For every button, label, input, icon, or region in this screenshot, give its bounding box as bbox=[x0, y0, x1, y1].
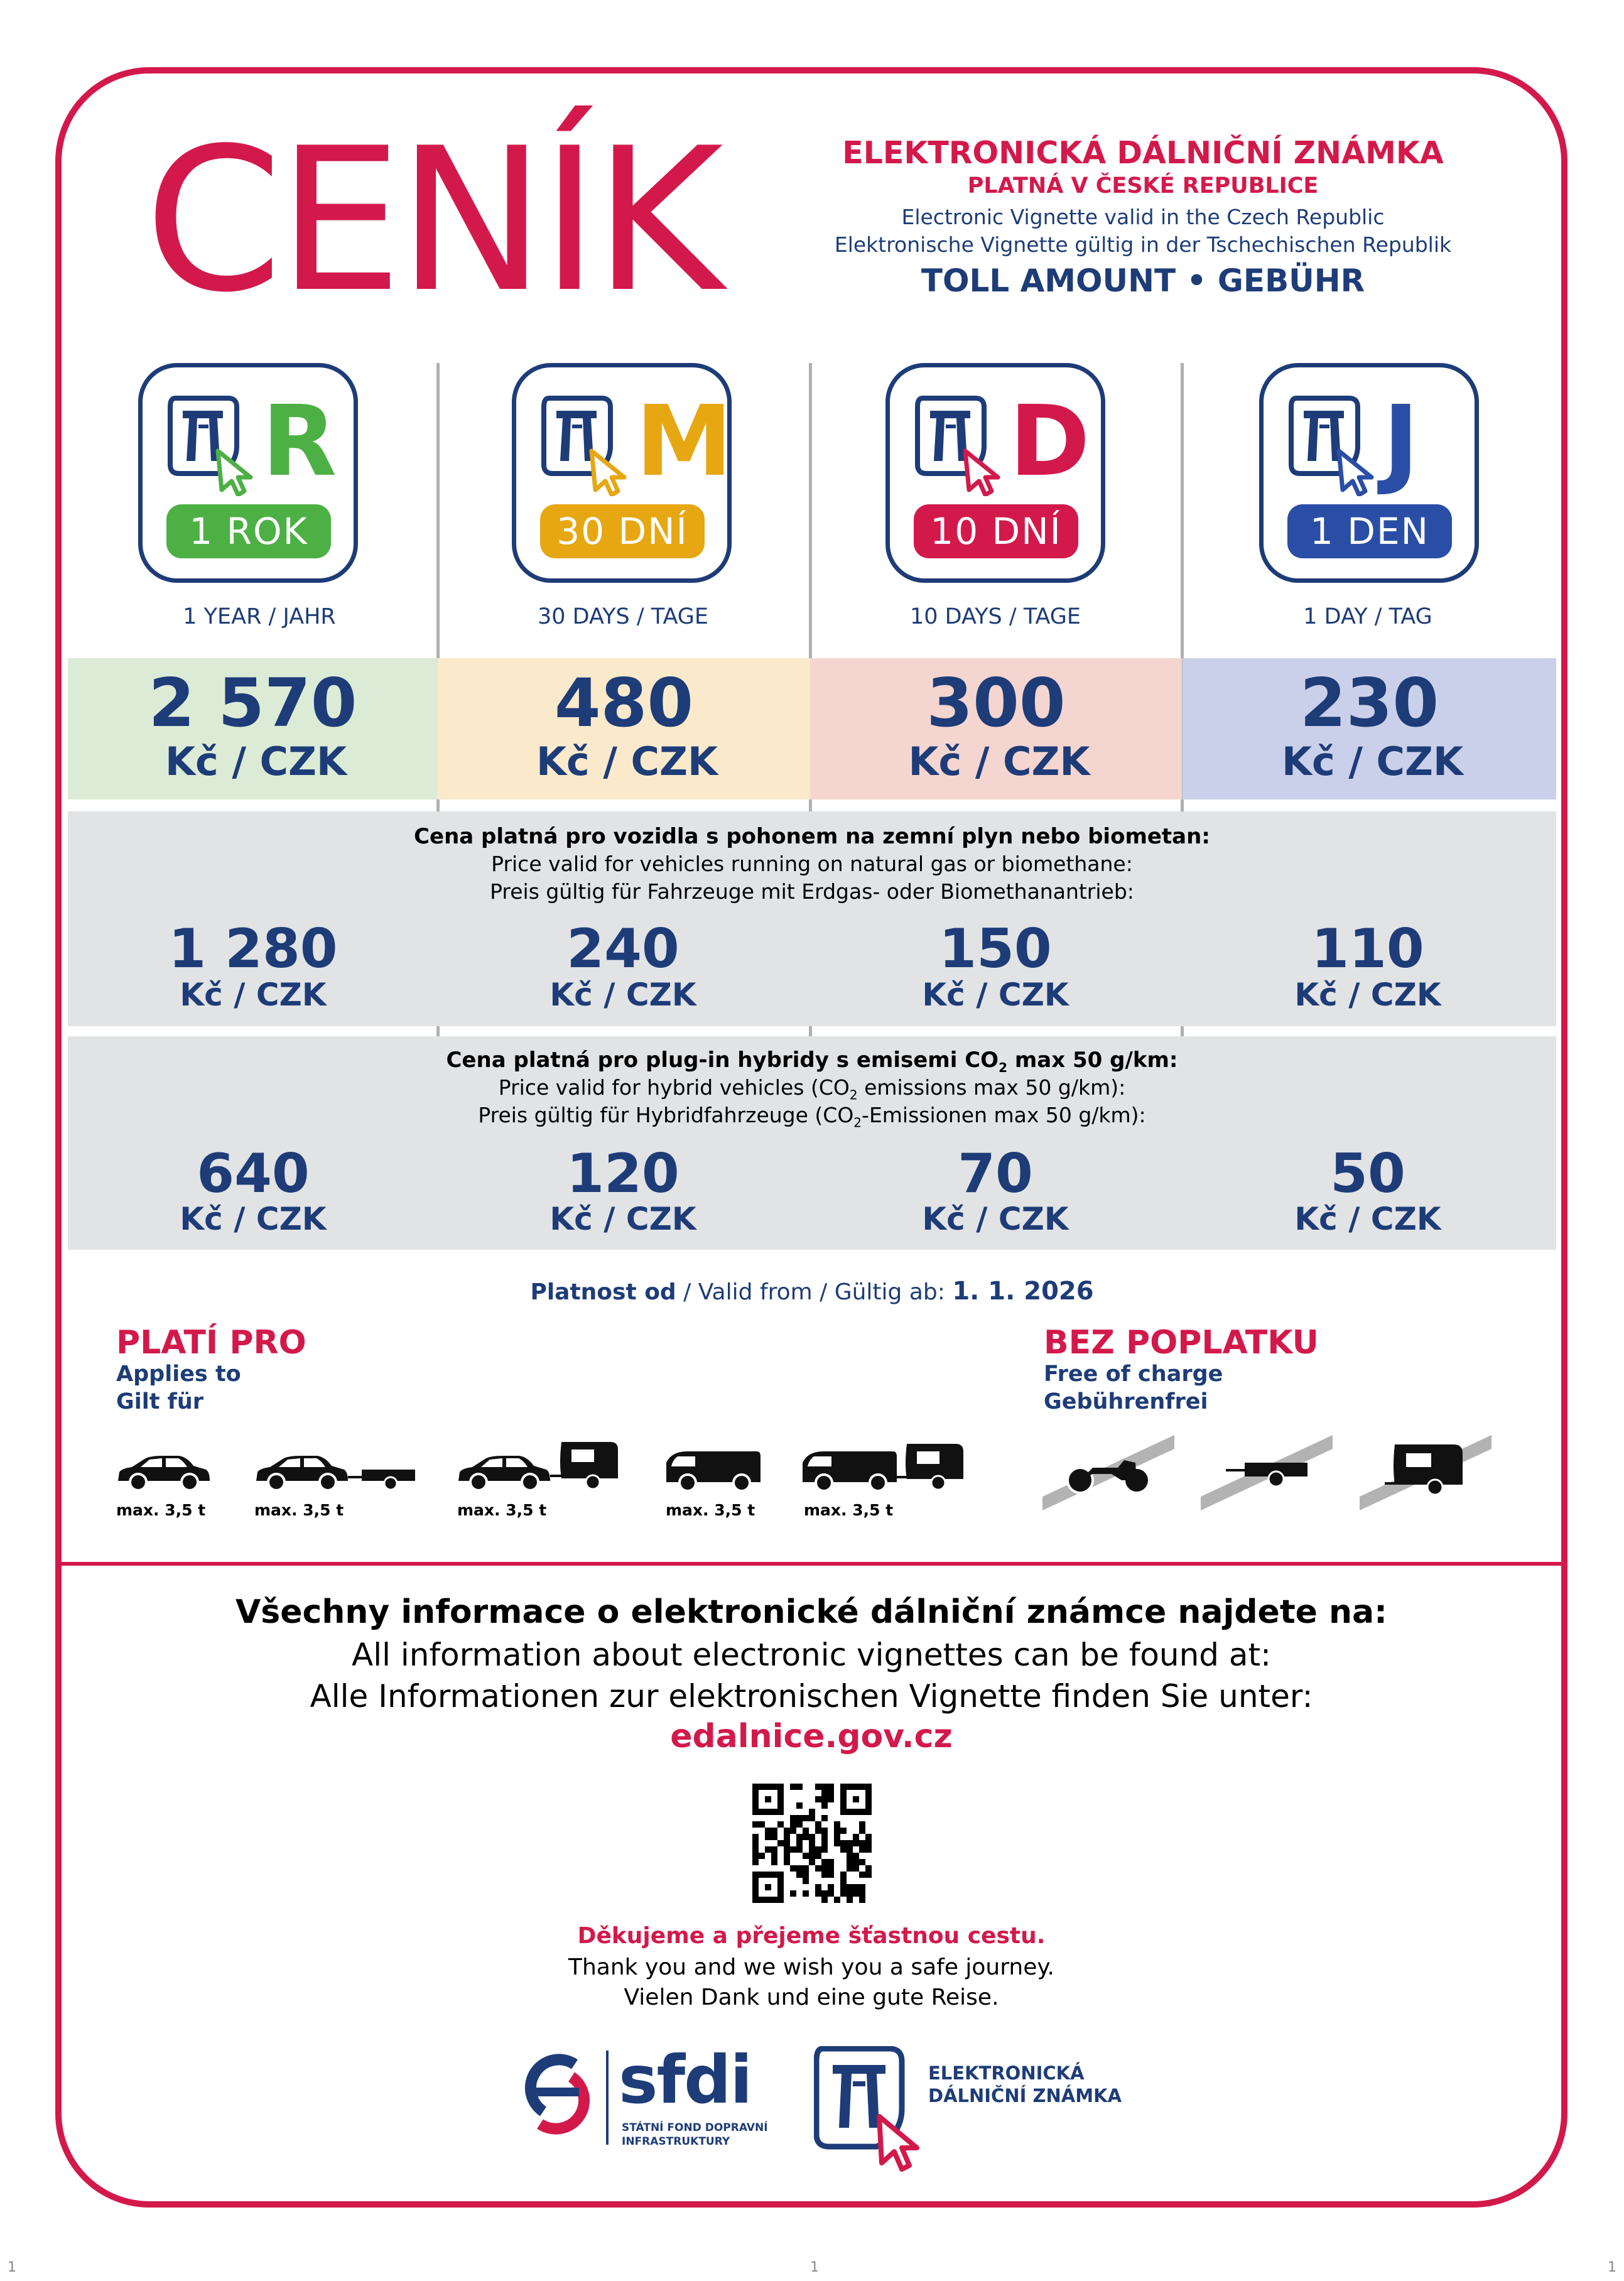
sfdi-logo-icon bbox=[518, 2049, 597, 2143]
car-with-trailer-icon bbox=[251, 1451, 418, 1495]
hybrid-currency: Kč / CZK bbox=[549, 1201, 696, 1237]
gas-currency: Kč / CZK bbox=[549, 977, 696, 1013]
van-with-caravan-icon bbox=[799, 1441, 965, 1495]
page-title: CENÍK bbox=[144, 106, 719, 336]
hybrid-price: 50 bbox=[1330, 1142, 1405, 1205]
vignette-card-j bbox=[1259, 363, 1479, 583]
vignette-price-band bbox=[438, 658, 810, 799]
gas-currency: Kč / CZK bbox=[922, 977, 1069, 1013]
vignette-currency: Kč / CZK bbox=[908, 739, 1090, 784]
thanks-cz: Děkujeme a přejeme šťastnou cestu. bbox=[577, 1923, 1046, 1949]
gas-price: 110 bbox=[1311, 918, 1424, 980]
hybrid-price: 120 bbox=[566, 1142, 679, 1205]
motorcycle-icon bbox=[1042, 1435, 1181, 1517]
gas-currency: Kč / CZK bbox=[180, 977, 327, 1013]
applies-en: Applies to bbox=[116, 1362, 241, 1387]
e-vignette-logo-text-1: ELEKTRONICKÁ bbox=[928, 2062, 1085, 2084]
van-icon bbox=[663, 1448, 763, 1495]
qr-code-icon[interactable] bbox=[752, 1784, 872, 1903]
applies-de: Gilt für bbox=[116, 1389, 204, 1414]
max-weight-label: max. 3,5 t bbox=[116, 1501, 206, 1519]
header-line-3: Electronic Vignette valid in the Czech Republic bbox=[901, 205, 1385, 229]
vignette-price: 230 bbox=[1299, 664, 1439, 742]
vignette-price: 2 570 bbox=[148, 664, 357, 742]
vignette-price-band bbox=[1183, 658, 1556, 799]
vignette-currency: Kč / CZK bbox=[536, 739, 718, 784]
free-title: BEZ POPLATKU bbox=[1044, 1324, 1319, 1362]
car-with-caravan-icon bbox=[453, 1438, 620, 1495]
sfdi-subtitle-1: STÁTNÍ FOND DOPRAVNÍ bbox=[622, 2121, 768, 2134]
vignette-period-badge: 1 ROK bbox=[166, 504, 331, 558]
vignette-price-band bbox=[810, 658, 1182, 799]
hybrid-currency: Kč / CZK bbox=[1294, 1201, 1441, 1237]
applies-title: PLATÍ PRO bbox=[116, 1324, 306, 1362]
e-vignette-logo-text-2: DÁLNIČNÍ ZNÁMKA bbox=[928, 2085, 1122, 2106]
validity-line: Platnost od / Valid from / Gültig ab: 1. 1. 2026 bbox=[530, 1277, 1094, 1306]
vignette-currency: Kč / CZK bbox=[1281, 739, 1464, 784]
e-vignette-icon bbox=[168, 396, 256, 496]
max-weight-label: max. 3,5 t bbox=[457, 1501, 547, 1519]
sfdi-logo-text: sfdi bbox=[619, 2042, 752, 2118]
logo-divider bbox=[606, 2051, 609, 2145]
header-line-1: ELEKTRONICKÁ DÁLNIČNÍ ZNÁMKA bbox=[842, 135, 1444, 171]
vignette-duration: 30 DAYS / TAGE bbox=[537, 604, 709, 629]
vignette-letter: D bbox=[1009, 384, 1090, 498]
gas-price: 240 bbox=[566, 918, 679, 980]
caravan-icon bbox=[1360, 1432, 1498, 1517]
e-vignette-icon bbox=[915, 396, 1003, 496]
gas-price: 150 bbox=[939, 918, 1052, 980]
page-mark: 1 bbox=[810, 2260, 819, 2275]
hybrid-currency: Kč / CZK bbox=[922, 1201, 1069, 1237]
validity-date: 1. 1. 2026 bbox=[952, 1277, 1094, 1306]
car-icon bbox=[113, 1451, 214, 1495]
vignette-letter: R bbox=[262, 384, 337, 498]
vignette-period-badge: 10 DNÍ bbox=[914, 504, 1078, 558]
trailer-icon bbox=[1201, 1435, 1339, 1517]
section-divider bbox=[62, 1562, 1561, 1566]
info-cz: Všechny informace o elektronické dálniční známce najdete na: bbox=[235, 1593, 1387, 1631]
hybrid-price: 640 bbox=[197, 1142, 310, 1205]
vignette-card-d bbox=[885, 363, 1105, 583]
vignette-period-badge: 1 DEN bbox=[1287, 504, 1452, 558]
vignette-letter: J bbox=[1383, 384, 1419, 498]
e-vignette-logo-icon bbox=[814, 2046, 939, 2172]
hybrid-currency: Kč / CZK bbox=[180, 1201, 327, 1237]
max-weight-label: max. 3,5 t bbox=[804, 1501, 894, 1519]
hybrid-line-1: Cena platná pro plug-in hybridy s emisemi $CO_2$ max 50 g/km: bbox=[446, 1048, 1178, 1075]
sfdi-subtitle-2: INFRASTRUKTURY bbox=[622, 2135, 730, 2148]
vignette-price: 300 bbox=[926, 664, 1066, 742]
vignette-price: 480 bbox=[554, 664, 694, 742]
gas-line-3: Preis gültig für Fahrzeuge mit Erdgas- oder Biomethanantrieb: bbox=[490, 879, 1134, 904]
vignette-letter: M bbox=[636, 384, 733, 498]
thanks-de: Vielen Dank und eine gute Reise. bbox=[624, 1985, 999, 2010]
header-line-4: Elektronische Vignette gültig in der Tschechischen Republik bbox=[834, 232, 1452, 257]
vignette-card-r bbox=[138, 363, 358, 583]
info-en: All information about electronic vignettes can be found at: bbox=[351, 1637, 1271, 1673]
gas-line-1: Cena platná pro vozidla s pohonem na zemní plyn nebo biometan: bbox=[414, 824, 1210, 849]
vignette-duration: 1 DAY / TAG bbox=[1303, 604, 1432, 629]
vignette-duration: 10 DAYS / TAGE bbox=[909, 604, 1081, 629]
max-weight-label: max. 3,5 t bbox=[666, 1501, 755, 1519]
gas-price: 1 280 bbox=[168, 918, 338, 980]
info-url-link[interactable]: edalnice.gov.cz bbox=[670, 1718, 953, 1755]
vignette-currency: Kč / CZK bbox=[165, 739, 347, 784]
hybrid-line-2: Price valid for hybrid vehicles ($CO_2$ emissions max 50 g/km): bbox=[498, 1075, 1126, 1103]
hybrid-price: 70 bbox=[958, 1142, 1033, 1205]
vignette-period-badge: 30 DNÍ bbox=[540, 504, 705, 558]
e-vignette-icon bbox=[541, 396, 629, 496]
e-vignette-icon bbox=[1289, 396, 1377, 496]
free-en: Free of charge bbox=[1044, 1362, 1223, 1387]
header-line-5: TOLL AMOUNT • GEBÜHR bbox=[921, 263, 1365, 299]
thanks-en: Thank you and we wish you a safe journey. bbox=[568, 1954, 1054, 1980]
free-de: Gebührenfrei bbox=[1044, 1389, 1208, 1414]
gas-currency: Kč / CZK bbox=[1294, 977, 1441, 1013]
hybrid-line-3: Preis gültig für Hybridfahrzeuge ($CO_2$-Emissionen max 50 g/km): bbox=[478, 1103, 1146, 1130]
header-line-2: PLATNÁ V ČESKÉ REPUBLICE bbox=[967, 173, 1319, 198]
max-weight-label: max. 3,5 t bbox=[254, 1501, 344, 1519]
vignette-price-band bbox=[68, 658, 438, 799]
vignette-card-m bbox=[512, 363, 732, 583]
vignette-duration: 1 YEAR / JAHR bbox=[183, 604, 336, 629]
gas-line-2: Price valid for vehicles running on natural gas or biomethane: bbox=[491, 852, 1133, 876]
page-mark: 1 bbox=[1608, 2260, 1616, 2275]
page-mark: 1 bbox=[8, 2260, 16, 2275]
info-de: Alle Informationen zur elektronischen Vignette finden Sie unter: bbox=[310, 1678, 1313, 1715]
